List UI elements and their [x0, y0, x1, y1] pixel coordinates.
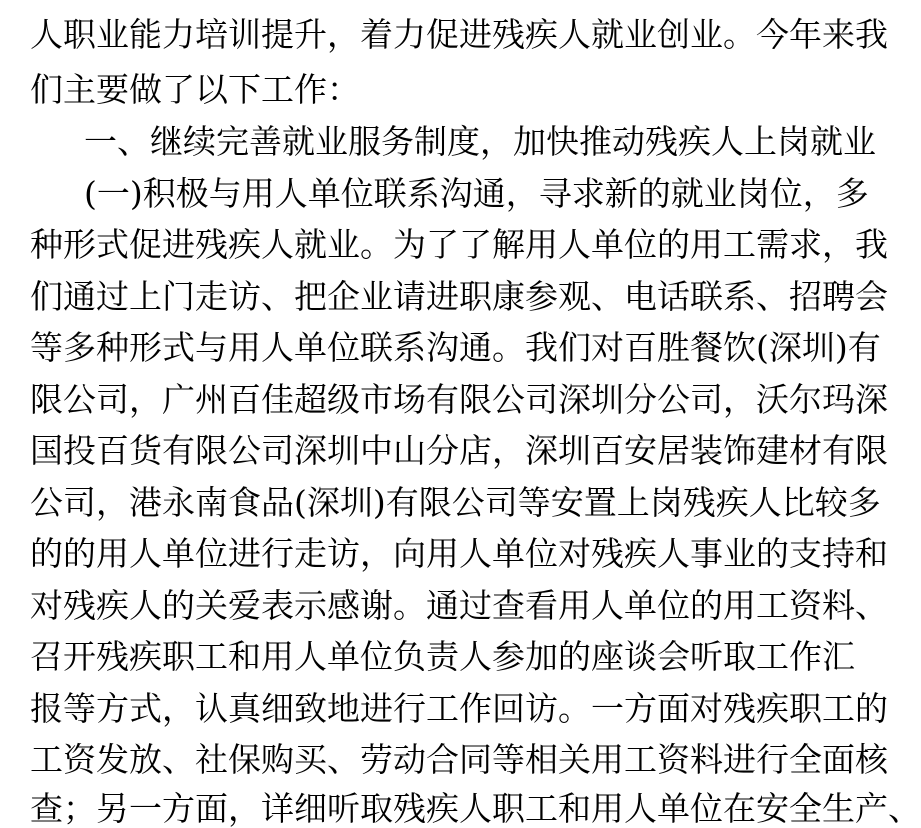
- body-text-line: 工资发放、社保购买、劳动合同等相关用工资料进行全面核: [30, 740, 888, 779]
- body-text-line: 的的用人单位进行走访，向用人单位对残疾人事业的支持和: [30, 534, 888, 573]
- body-text-line: 公司，港永南食品(深圳)有限公司等安置上岗残疾人比较多: [30, 483, 881, 522]
- body-text-line: 人职业能力培训提升，着力促进残疾人就业创业。今年来我: [30, 15, 888, 54]
- body-text-line: 查；另一方面，详细听取残疾人职工和用人单位在安全生产、: [30, 789, 921, 828]
- section-heading: 一、继续完善就业服务制度，加快推动残疾人上岗就业: [84, 122, 876, 161]
- body-text-line: 们主要做了以下工作：: [30, 70, 360, 109]
- body-text-line: 们通过上门走访、把企业请进职康参观、电话联系、招聘会: [30, 277, 888, 316]
- body-text-line: 限公司，广州百佳超级市场有限公司深圳分公司，沃尔玛深: [30, 380, 888, 419]
- body-text-line: 报等方式，认真细致地进行工作回访。一方面对残疾职工的: [30, 689, 888, 728]
- body-text-line: 种形式促进残疾人就业。为了了解用人单位的用工需求，我: [30, 225, 888, 264]
- body-text-line: 对残疾人的关爱表示感谢。通过查看用人单位的用工资料、: [30, 586, 888, 625]
- body-text-line: 召开残疾职工和用人单位负责人参加的座谈会听取工作汇: [30, 637, 855, 676]
- body-text-line: 国投百货有限公司深圳中山分店，深圳百安居装饰建材有限: [30, 431, 888, 470]
- subsection-heading: (一)积极与用人单位联系沟通，寻求新的就业岗位，多: [84, 174, 869, 213]
- body-text-line: 等多种形式与用人单位联系沟通。我们对百胜餐饮(深圳)有: [30, 328, 881, 367]
